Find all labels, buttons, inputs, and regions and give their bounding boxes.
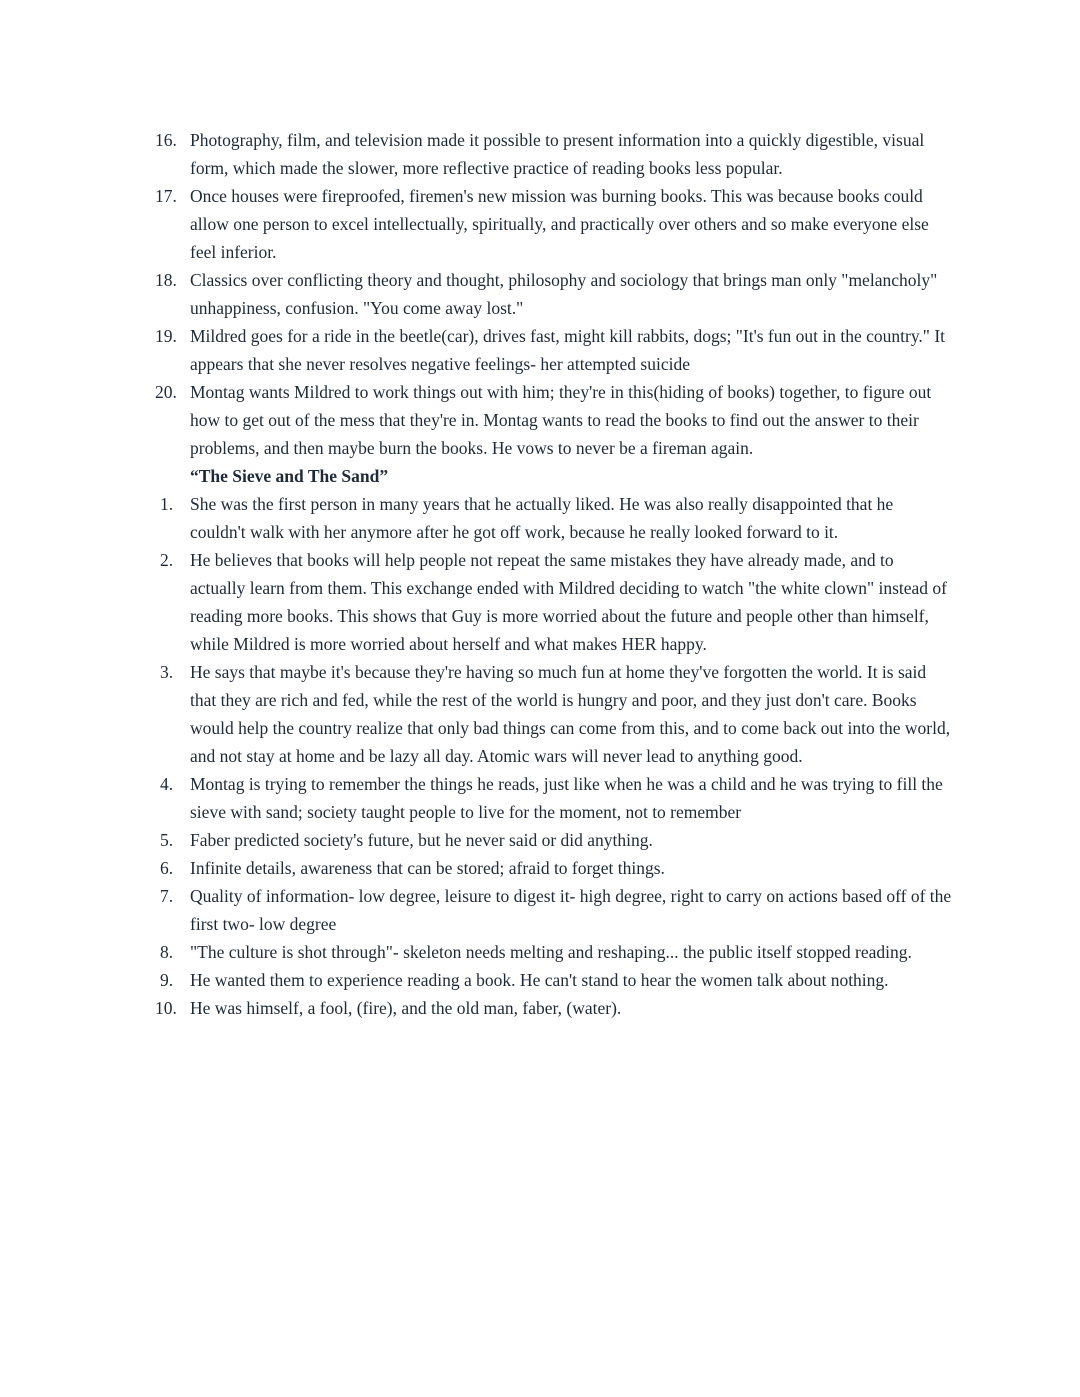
list-item-text: She was the first person in many years that he actually liked. He was also really disappointed that he couldn't walk with her anymore after he got off work, because he really looked forward to it. bbox=[190, 494, 894, 542]
list-item-text: Quality of information- low degree, leisure to digest it- high degree, right to carry on actions based off of the first two- low degree bbox=[190, 886, 952, 934]
list-item-text: He says that maybe it's because they're having so much fun at home they've forgotten the world. It is said that they are rich and fed, while the rest of the world is hungry and poor, and they just don't care. Books would help the country realize that only bad things can come from this, and to come back out into the world, and not stay at home and be lazy all day. Atomic wars will never lead to anything good. bbox=[190, 662, 951, 766]
list-item-number: 3. bbox=[160, 662, 174, 682]
list-item bbox=[155, 770, 962, 826]
list-item bbox=[155, 882, 962, 938]
list-item bbox=[155, 266, 962, 322]
list-item-text: Once houses were fireproofed, firemen's new mission was burning books. This was because books could allow one person to excel intellectually, spiritually, and practically over others and so make everyone else feel inferior. bbox=[190, 186, 929, 262]
list-item-number: 20. bbox=[155, 382, 177, 402]
list-item-number: 6. bbox=[160, 858, 174, 878]
list-item bbox=[155, 658, 962, 770]
list-item-text: He was himself, a fool, (fire), and the old man, faber, (water). bbox=[190, 998, 622, 1018]
list-item-text: "The culture is shot through"- skeleton needs melting and reshaping... the public itself stopped reading. bbox=[190, 942, 912, 962]
list-item-number: 9. bbox=[160, 970, 174, 990]
list-item-text: Mildred goes for a ride in the beetle(car), drives fast, might kill rabbits, dogs; "It's fun out in the country." It appears that she never resolves negative feelings- her attempted suicide bbox=[190, 326, 946, 374]
list-item bbox=[155, 490, 962, 546]
list-item-number: 8. bbox=[160, 942, 174, 962]
list-item-number: 4. bbox=[160, 774, 174, 794]
list-item-number: 7. bbox=[160, 886, 174, 906]
list-item bbox=[155, 126, 962, 182]
list-item bbox=[155, 854, 962, 882]
list-item-number: 19. bbox=[155, 326, 177, 346]
list-item bbox=[155, 322, 962, 378]
list-item bbox=[155, 994, 962, 1022]
list-item-text: Infinite details, awareness that can be stored; afraid to forget things. bbox=[190, 858, 665, 878]
list-item bbox=[155, 182, 962, 266]
list-item-number: 1. bbox=[160, 494, 174, 514]
list-item-text: Montag is trying to remember the things he reads, just like when he was a child and he was trying to fill the sieve with sand; society taught people to live for the moment, not to remember bbox=[190, 774, 943, 822]
section-heading-row bbox=[155, 462, 962, 490]
list-item bbox=[155, 378, 962, 462]
list-item-number: 10. bbox=[155, 998, 177, 1018]
list-item bbox=[155, 938, 962, 966]
list-item-number: 5. bbox=[160, 830, 174, 850]
list-item-text: Montag wants Mildred to work things out with him; they're in this(hiding of books) together, to figure out how to get out of the mess that they're in. Montag wants to read the books to find out the answer to their problems, and then maybe burn the books. He vows to never be a fireman again. bbox=[190, 382, 932, 458]
list-item-text: Photography, film, and television made it possible to present information into a quickly digestible, visual form, which made the slower, more reflective practice of reading books less popular. bbox=[190, 130, 925, 178]
list-item-text: Faber predicted society's future, but he never said or did anything. bbox=[190, 830, 653, 850]
list-item bbox=[155, 546, 962, 658]
list-item-text: He wanted them to experience reading a book. He can't stand to hear the women talk about nothing. bbox=[190, 970, 889, 990]
list-item-text: He believes that books will help people not repeat the same mistakes they have already made, and to actually learn from them. This exchange ended with Mildred deciding to watch "the white clown" instead of reading more books. This shows that Guy is more worried about the future and people other than himself, while Mildred is more worried about herself and what makes HER happy. bbox=[190, 550, 948, 654]
section-heading: “The Sieve and The Sand” bbox=[190, 466, 389, 486]
list-item-number: 16. bbox=[155, 130, 177, 150]
list-item-number: 2. bbox=[160, 550, 174, 570]
list-item bbox=[155, 966, 962, 994]
notes-list-part-two bbox=[155, 490, 962, 1022]
list-item-number: 17. bbox=[155, 186, 177, 206]
list-item bbox=[155, 826, 962, 854]
notes-list-part-one bbox=[155, 126, 962, 462]
list-item-number: 18. bbox=[155, 270, 177, 290]
list-item-text: Classics over conflicting theory and thought, philosophy and sociology that brings man only "melancholy" unhappiness, confusion. "You come away lost." bbox=[190, 270, 938, 318]
